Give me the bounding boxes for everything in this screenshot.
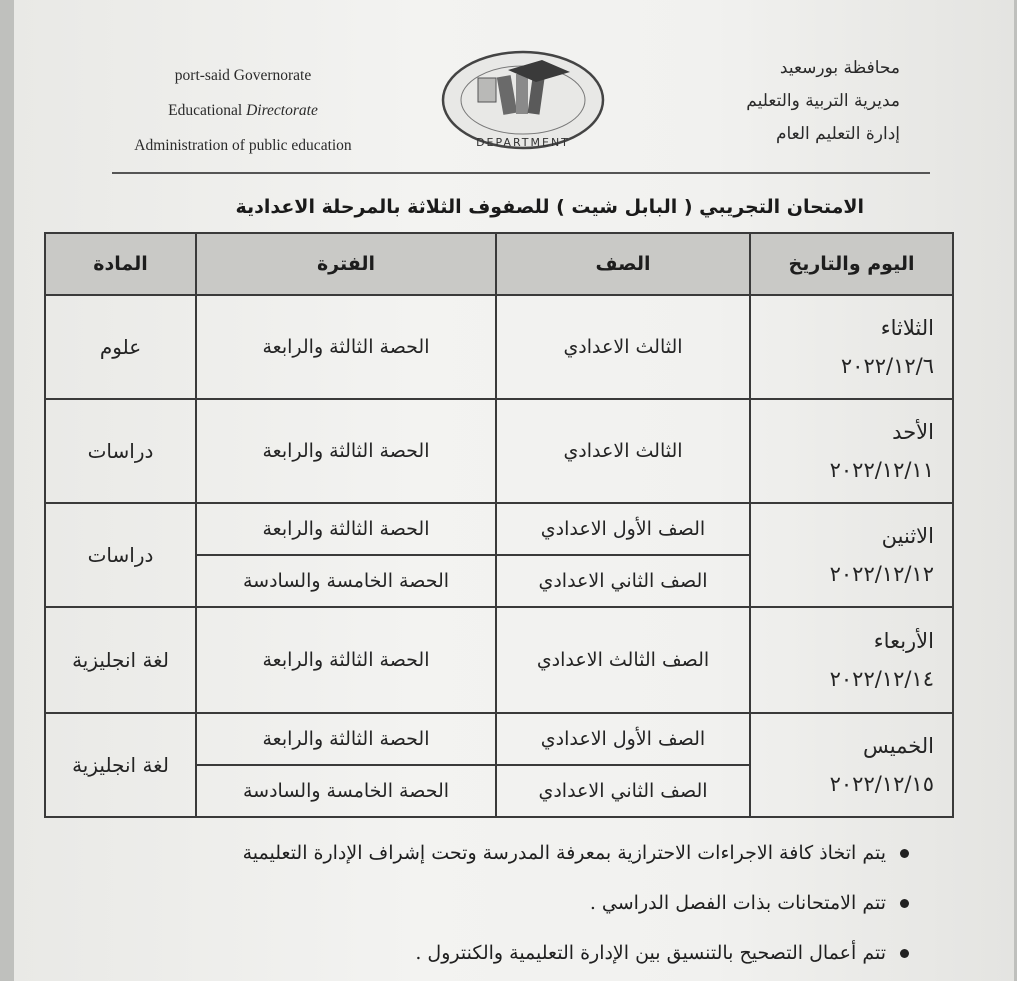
bullet-icon bbox=[900, 949, 909, 958]
period-cell: الحصة الثالثة والرابعة bbox=[196, 713, 496, 765]
grade-cell: الصف الأول الاعدادي bbox=[496, 503, 750, 555]
subject-cell: علوم bbox=[45, 295, 196, 399]
period-cell: الحصة الثالثة والرابعة bbox=[196, 607, 496, 713]
grade-cell: الصف الثاني الاعدادي bbox=[496, 555, 750, 607]
grade-cell: الثالث الاعدادي bbox=[496, 399, 750, 503]
header-period: الفترة bbox=[196, 233, 496, 295]
header-english bbox=[98, 58, 388, 163]
bullet-icon bbox=[900, 899, 909, 908]
governorate-ar: محافظة بورسعيد bbox=[779, 58, 900, 78]
header-day-date: اليوم والتاريخ bbox=[750, 233, 953, 295]
education-department-logo bbox=[438, 48, 608, 158]
day-date-cell: الاثنين ٢٠٢٢/١٢/١٢ bbox=[750, 503, 953, 607]
exam-schedule-table bbox=[44, 232, 954, 818]
period-cell: الحصة الثالثة والرابعة bbox=[196, 399, 496, 503]
day-date-cell: الأحد ٢٠٢٢/١٢/١١ bbox=[750, 399, 953, 503]
logo-text: DEPARTMENT bbox=[476, 136, 570, 149]
grade-cell: الصف الثاني الاعدادي bbox=[496, 765, 750, 817]
period-cell: الحصة الخامسة والسادسة bbox=[196, 555, 496, 607]
period-cell: الحصة الثالثة والرابعة bbox=[196, 295, 496, 399]
notes-list bbox=[49, 828, 909, 978]
period-cell: الحصة الخامسة والسادسة bbox=[196, 765, 496, 817]
list-item: يتم اتخاذ كافة الاجراءات الاحترازية بمعرفة المدرسة وتحت إشراف الإدارة التعليمية bbox=[49, 828, 909, 878]
table-row bbox=[45, 295, 953, 399]
header-divider bbox=[112, 172, 930, 174]
administration-ar: إدارة التعليم العام bbox=[775, 124, 900, 144]
list-item: تتم أعمال التصحيح بالتنسيق بين الإدارة التعليمية والكنترول . bbox=[49, 928, 909, 978]
list-item: تتم الامتحانات بذات الفصل الدراسي . bbox=[49, 878, 909, 928]
directorate-en: Educational Directorate bbox=[168, 102, 318, 119]
table-row bbox=[45, 607, 953, 713]
table-header-row bbox=[45, 233, 953, 295]
day-date-cell: الخميس ٢٠٢٢/١٢/١٥ bbox=[750, 713, 953, 817]
subject-cell: دراسات bbox=[45, 399, 196, 503]
governorate-en: port-said Governorate bbox=[174, 67, 312, 84]
day-date-cell: الثلاثاء ٢٠٢٢/١٢/٦ bbox=[750, 295, 953, 399]
directorate-ar: مديرية التربية والتعليم bbox=[746, 91, 900, 111]
table-row bbox=[45, 399, 953, 503]
subject-cell: لغة انجليزية bbox=[45, 713, 196, 817]
subject-cell: لغة انجليزية bbox=[45, 607, 196, 713]
bullet-icon bbox=[900, 849, 909, 858]
grade-cell: الصف الثالث الاعدادي bbox=[496, 607, 750, 713]
header-grade: الصف bbox=[496, 233, 750, 295]
header-subject: المادة bbox=[45, 233, 196, 295]
document-title: الامتحان التجريبي ( البابل شيت ) للصفوف الثلاثة بالمرحلة الاعدادية bbox=[235, 196, 864, 218]
header-arabic bbox=[640, 52, 900, 151]
period-cell: الحصة الثالثة والرابعة bbox=[196, 503, 496, 555]
grade-cell: الثالث الاعدادي bbox=[496, 295, 750, 399]
table-row bbox=[45, 503, 953, 555]
subject-cell: دراسات bbox=[45, 503, 196, 607]
day-date-cell: الأربعاء ٢٠٢٢/١٢/١٤ bbox=[750, 607, 953, 713]
table-row bbox=[45, 713, 953, 765]
administration-en: Administration of public education bbox=[134, 137, 352, 154]
grade-cell: الصف الأول الاعدادي bbox=[496, 713, 750, 765]
